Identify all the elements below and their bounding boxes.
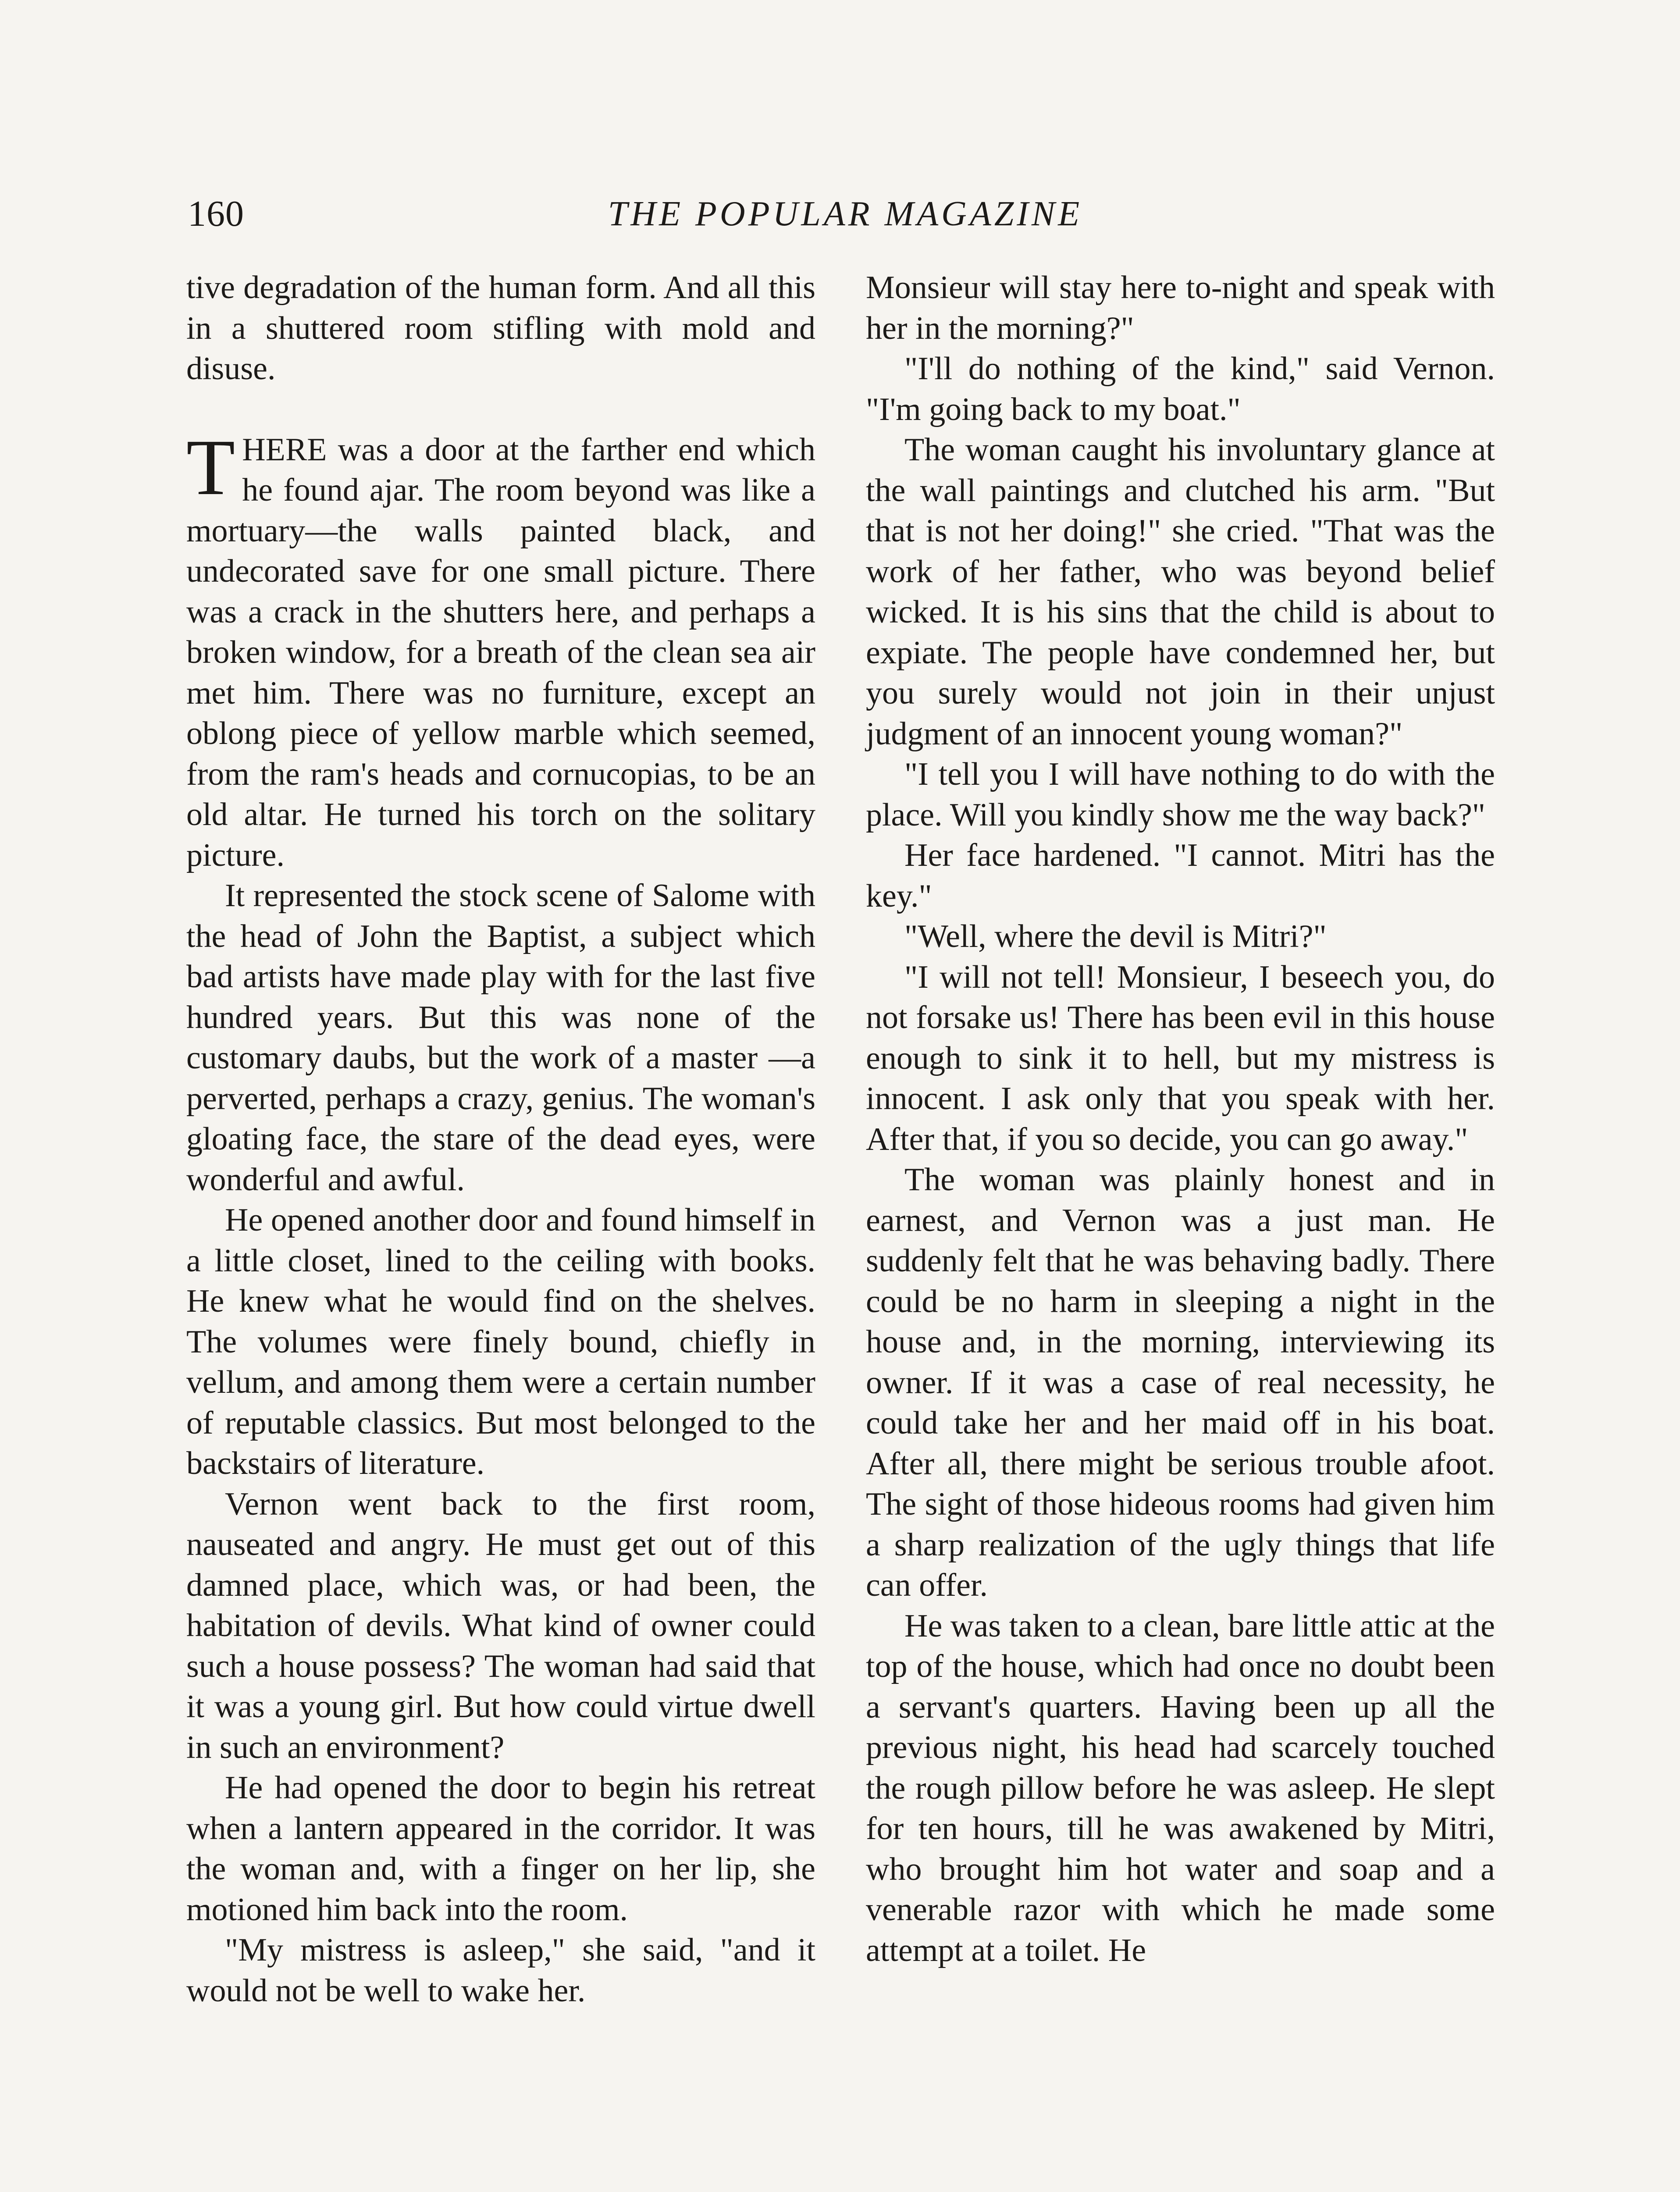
paragraph: The woman caught his involuntary glance at the wall paintings and clutched his arm. "But that is not her doing!" she cried. "That was the work of her father, who was beyond belief wicked. It is his sins that the child is about to expiate. The people have condemned her, but you surely would not join in their unjust judgment of an innocent young woman?" [866,432,1495,752]
paragraph: He was taken to a clean, bare little attic at the top of the house, which had once no doubt been a servant's quarters. Having been up all the previous night, his head had scarcely touched the rough pillow before he was asleep. He slept for ten hours, till he was awakened by Mitri, who brought him hot water and soap and a venerable razor with which he made some attempt at a toilet. He [866,1608,1495,1968]
paragraph: Vernon went back to the first room, nauseated and angry. He must get out of this damned place, which was, or had been, the habitation of devils. What kind of owner could such a house possess? The woman had said that it was a young girl. But how could virtue dwell in such an environment? [186,1486,815,1765]
paragraph: He had opened the door to begin his retreat when a lantern appeared in the corridor. It was the woman and, with a finger on her lip, she motioned him back into the room. [186,1770,815,1928]
running-title: THE POPULAR MAGAZINE [608,195,1083,233]
paragraph: tive degradation of the human form. And all this in a shuttered room stifling with mold and disuse. [186,270,815,387]
paragraph: "Well, where the devil is Mitri?" [904,918,1327,954]
paragraph: It represented the stock scene of Salome with the head of John the Baptist, a subject which bad artists have made play with for the last five hundred years. But this was none of the customary daubs, but the work of a master —a perverted, perhaps a crazy, genius. The woman's gloating face, the stare of the dead eyes, were wonderful and awful. [186,878,815,1198]
paragraph: "I will not tell! Monsieur, I beseech you, do not forsake us! There has been evil in this house enough to sink it to hell, but my mistress is innocent. I ask only that you speak with her. After that, if you so decide, you can go away." [866,959,1495,1157]
paragraph: Monsieur will stay here to-night and speak with her in the morning?" [866,270,1495,346]
paragraph: "I tell you I will have nothing to do with the place. Will you kindly show me the way back?" [866,756,1495,833]
paragraph: The woman was plainly honest and in earnest, and Vernon was a just man. He suddenly felt that he was behaving badly. There could be no harm in sleeping a night in the house and, in the morning, interviewing its owner. If it was a case of real necessity, he could take her and her maid off in his boat. After all, there might be serious trouble afoot. The sight of those hideous rooms had given him a sharp realization of the ugly things that life can offer. [866,1162,1495,1603]
paragraph: He opened another door and found himself in a little closet, lined to the ceiling with books. He knew what he would find on the shelves. The volumes were finely bound, chiefly in vellum, and among them were a certain number of reputable classics. But most belonged to the backstairs of literature. [186,1202,815,1481]
drop-cap: T [186,423,235,512]
right-column [866,267,1495,1971]
section-opening-paragraph [186,423,815,876]
paragraph: Her face hardened. "I cannot. Mitri has the key." [866,837,1495,914]
page-header [188,188,1503,240]
paragraph: "I'll do nothing of the kind," said Vernon. "I'm going back to my boat." [866,351,1495,427]
paragraph: "My mistress is asleep," she said, "and it would not be well to wake her. [186,1932,815,2009]
page-number: 160 [188,193,244,234]
left-column [186,267,815,2011]
paragraph-text: HERE was a door at the farther end which he found ajar. The room beyond was like a mortuary—the walls painted black, and undecorated save for one small picture. There was a crack in the shutters here, and perhaps a broken window, for a breath of the clean sea air met him. There was no furniture, except an oblong piece of yellow marble which seemed, from the ram's heads and cornucopias, to be an old altar. He turned his torch on the solitary picture. [186,431,815,873]
